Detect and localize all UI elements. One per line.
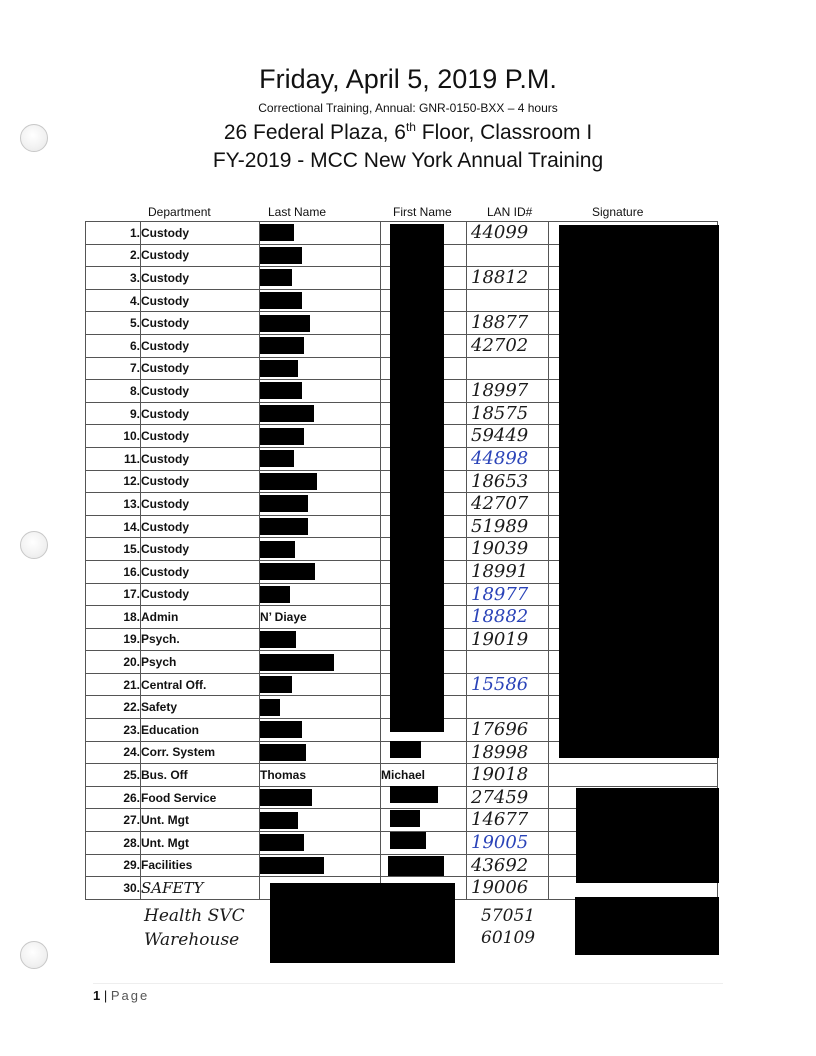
redaction-first-name-24: [390, 741, 421, 758]
lan-id-cell: [467, 583, 549, 606]
redaction-bar: [260, 382, 302, 399]
last-name-cell: [260, 583, 381, 606]
row-number: 7.: [86, 357, 141, 380]
department-cell: Facilities: [141, 854, 260, 877]
row-number: 29.: [86, 854, 141, 877]
redaction-bar: [260, 247, 302, 264]
last-name-cell: [260, 560, 381, 583]
extra-entry-lan-2: 60109: [481, 928, 536, 948]
last-name-cell: [260, 357, 381, 380]
redaction-first-name-28: [390, 832, 426, 849]
department-cell: Central Off.: [141, 673, 260, 696]
handwritten-lan-id: 51989: [471, 515, 529, 537]
department-cell: Custody: [141, 312, 260, 335]
handwritten-lan-id: 19005: [471, 832, 529, 854]
redaction-bar: [260, 360, 298, 377]
redaction-first-name-column: [390, 224, 444, 732]
lan-id-cell: [467, 357, 549, 380]
extra-entry-dept-2: Warehouse: [144, 930, 240, 950]
lan-id-cell: [467, 538, 549, 561]
redaction-bar: [260, 518, 308, 535]
department-cell: Custody: [141, 289, 260, 312]
redaction-bar: [260, 269, 292, 286]
row-number: 19.: [86, 628, 141, 651]
lan-id-cell: [467, 786, 549, 809]
department-cell: Custody: [141, 244, 260, 267]
department-cell: Custody: [141, 538, 260, 561]
department-cell: Custody: [141, 515, 260, 538]
handwritten-lan-id: 15586: [471, 673, 529, 695]
department-cell: Safety: [141, 696, 260, 719]
redaction-bar: [260, 337, 304, 354]
handwritten-lan-id: 19039: [471, 538, 529, 560]
footer-rule: [93, 983, 723, 984]
department-cell: Custody: [141, 402, 260, 425]
course-subtitle: Correctional Training, Annual: GNR-0150-BXX – 4 hours: [258, 101, 558, 115]
last-name-cell: [260, 470, 381, 493]
last-name-cell: [260, 515, 381, 538]
binder-hole-bottom: [20, 941, 48, 969]
lan-id-cell: [467, 312, 549, 335]
row-number: 6.: [86, 334, 141, 357]
lan-id-cell: [467, 515, 549, 538]
redaction-bar: [260, 857, 324, 874]
last-name-cell: [260, 402, 381, 425]
last-name-cell: [260, 809, 381, 832]
row-number: 16.: [86, 560, 141, 583]
last-name-cell: [260, 854, 381, 877]
lan-id-cell: [467, 380, 549, 403]
lan-id-cell: [467, 832, 549, 855]
row-number: 11.: [86, 447, 141, 470]
redaction-signature-upper: [559, 225, 719, 758]
row-number: 4.: [86, 289, 141, 312]
handwritten-lan-id: 43692: [471, 854, 529, 876]
department-cell: Education: [141, 719, 260, 742]
lan-id-cell: [467, 560, 549, 583]
first-name-cell: Michael: [381, 764, 467, 787]
redaction-bar: [260, 654, 334, 671]
lan-id-cell: [467, 334, 549, 357]
lan-id-cell: [467, 651, 549, 674]
handwritten-lan-id: 18998: [471, 741, 529, 763]
redaction-bar: [260, 699, 280, 716]
row-number: 3.: [86, 267, 141, 290]
signature-cell: [549, 764, 718, 787]
redaction-bar: [260, 224, 294, 241]
extra-entry-dept-1: Health SVC: [144, 906, 245, 926]
row-number: 23.: [86, 719, 141, 742]
handwritten-lan-id: 44898: [471, 447, 529, 469]
department-cell: Custody: [141, 380, 260, 403]
extra-entry-lan-1: 57051: [481, 906, 536, 926]
handwritten-lan-id: 19018: [471, 764, 529, 786]
redaction-bar: [260, 541, 295, 558]
department-cell: Unt. Mgt: [141, 832, 260, 855]
lan-id-cell: [467, 809, 549, 832]
handwritten-lan-id: 18812: [471, 267, 529, 289]
redaction-bar: [260, 631, 296, 648]
last-name-cell: [260, 628, 381, 651]
lan-id-cell: [467, 764, 549, 787]
row-number: 8.: [86, 380, 141, 403]
last-name-cell: [260, 267, 381, 290]
handwritten-lan-id: 18877: [471, 312, 529, 334]
last-name-cell: [260, 312, 381, 335]
row-number: 13.: [86, 493, 141, 516]
handwritten-lan-id: 44099: [471, 222, 529, 243]
handwritten-lan-id: 18977: [471, 583, 529, 605]
handwritten-lan-id: 42702: [471, 334, 529, 356]
lan-id-cell: [467, 447, 549, 470]
row-number: 1.: [86, 222, 141, 245]
col-header-signature: Signature: [592, 205, 644, 219]
handwritten-lan-id: 14677: [471, 809, 529, 831]
handwritten-lan-id: 18575: [471, 402, 529, 424]
handwritten-lan-id: 18991: [471, 560, 529, 582]
last-name-cell: [260, 334, 381, 357]
training-line: FY-2019 - MCC New York Annual Training: [212, 149, 604, 172]
row-number: 26.: [86, 786, 141, 809]
handwritten-lan-id: 19006: [471, 877, 529, 899]
row-number: 12.: [86, 470, 141, 493]
last-name-cell: [260, 741, 381, 764]
lan-id-cell: [467, 719, 549, 742]
last-name-cell: Thomas: [260, 764, 381, 787]
col-header-department: Department: [148, 205, 211, 219]
lan-id-cell: [467, 606, 549, 629]
lan-id-cell: [467, 470, 549, 493]
department-cell: Custody: [141, 493, 260, 516]
row-number: 25.: [86, 764, 141, 787]
department-cell: Psych.: [141, 628, 260, 651]
redaction-first-name-26: [390, 786, 438, 803]
redaction-bar: [260, 450, 294, 467]
col-header-lan-id: LAN ID#: [487, 205, 533, 219]
handwritten-lan-id: 42707: [471, 493, 529, 515]
department-cell: Bus. Off: [141, 764, 260, 787]
redaction-bar: [260, 473, 317, 490]
col-header-last-name: Last Name: [268, 205, 327, 219]
redaction-bar: [260, 405, 314, 422]
redaction-bar: [260, 292, 302, 309]
row-number: 24.: [86, 741, 141, 764]
redaction-bar: [260, 744, 306, 761]
redaction-bar: [260, 721, 302, 738]
row-number: 10.: [86, 425, 141, 448]
lan-id-cell: [467, 244, 549, 267]
department-cell: Custody: [141, 583, 260, 606]
department-cell: Custody: [141, 560, 260, 583]
last-name-cell: [260, 673, 381, 696]
redaction-extra-signatures: [575, 897, 719, 955]
last-name-cell: [260, 447, 381, 470]
redaction-bar: [260, 428, 304, 445]
row-number: 17.: [86, 583, 141, 606]
redaction-bar: [260, 789, 312, 806]
department-cell: Admin: [141, 606, 260, 629]
last-name-cell: [260, 425, 381, 448]
redaction-extra-names: [270, 883, 455, 963]
redaction-bar: [260, 563, 315, 580]
department-cell: Custody: [141, 447, 260, 470]
lan-id-cell: [467, 289, 549, 312]
handwritten-lan-id: 27459: [471, 786, 529, 808]
row-number: 20.: [86, 651, 141, 674]
redaction-bar: [260, 586, 290, 603]
handwritten-lan-id: 17696: [471, 719, 529, 741]
row-number: 15.: [86, 538, 141, 561]
lan-id-cell: [467, 267, 549, 290]
lan-id-cell: [467, 854, 549, 877]
last-name-cell: [260, 832, 381, 855]
department-cell: Custody: [141, 267, 260, 290]
location-line: 26 Federal Plaza, 6th Floor, Classroom I: [223, 120, 593, 144]
handwritten-lan-id: 59449: [471, 425, 529, 447]
department-cell: SAFETY: [141, 877, 260, 900]
row-number: 28.: [86, 832, 141, 855]
row-number: 14.: [86, 515, 141, 538]
last-name-cell: [260, 696, 381, 719]
redaction-first-name-27: [390, 810, 420, 827]
binder-hole-middle: [20, 531, 48, 559]
redaction-signature-lower: [576, 788, 719, 883]
table-row: [86, 764, 718, 787]
last-name-cell: N’ Diaye: [260, 606, 381, 629]
last-name-cell: [260, 651, 381, 674]
redaction-bar: [260, 834, 304, 851]
last-name-cell: [260, 380, 381, 403]
department-cell: Food Service: [141, 786, 260, 809]
col-header-first-name: First Name: [393, 205, 452, 219]
redaction-bar: [260, 495, 308, 512]
row-number: 30.: [86, 877, 141, 900]
row-number: 22.: [86, 696, 141, 719]
department-cell: Custody: [141, 470, 260, 493]
last-name-cell: [260, 493, 381, 516]
last-name-cell: [260, 222, 381, 245]
last-name-cell: [260, 719, 381, 742]
row-number: 5.: [86, 312, 141, 335]
department-cell: Custody: [141, 334, 260, 357]
handwritten-lan-id: 18653: [471, 470, 529, 492]
row-number: 27.: [86, 809, 141, 832]
last-name-cell: [260, 244, 381, 267]
row-number: 2.: [86, 244, 141, 267]
last-name-cell: [260, 289, 381, 312]
lan-id-cell: [467, 741, 549, 764]
department-cell: Custody: [141, 357, 260, 380]
department-cell: Custody: [141, 222, 260, 245]
last-name-cell: [260, 538, 381, 561]
redaction-first-name-29: [388, 856, 444, 876]
department-cell: Corr. System: [141, 741, 260, 764]
handwritten-lan-id: 19019: [471, 628, 529, 650]
department-cell: Custody: [141, 425, 260, 448]
handwritten-lan-id: 18882: [471, 606, 529, 628]
last-name-cell: [260, 786, 381, 809]
redaction-bar: [260, 812, 298, 829]
lan-id-cell: [467, 402, 549, 425]
row-number: 9.: [86, 402, 141, 425]
lan-id-cell: [467, 425, 549, 448]
redaction-bar: [260, 315, 310, 332]
department-cell: Unt. Mgt: [141, 809, 260, 832]
lan-id-cell: [467, 628, 549, 651]
lan-id-cell: [467, 696, 549, 719]
lan-id-cell: [467, 493, 549, 516]
department-cell: Psych: [141, 651, 260, 674]
row-number: 21.: [86, 673, 141, 696]
lan-id-cell: [467, 222, 549, 245]
lan-id-cell: [467, 877, 549, 900]
lan-id-cell: [467, 673, 549, 696]
page-footer: 1 | Page: [93, 988, 150, 1003]
handwritten-lan-id: 18997: [471, 380, 529, 402]
row-number: 18.: [86, 606, 141, 629]
page-title: Friday, April 5, 2019 P.M.: [259, 64, 557, 94]
redaction-bar: [260, 676, 292, 693]
